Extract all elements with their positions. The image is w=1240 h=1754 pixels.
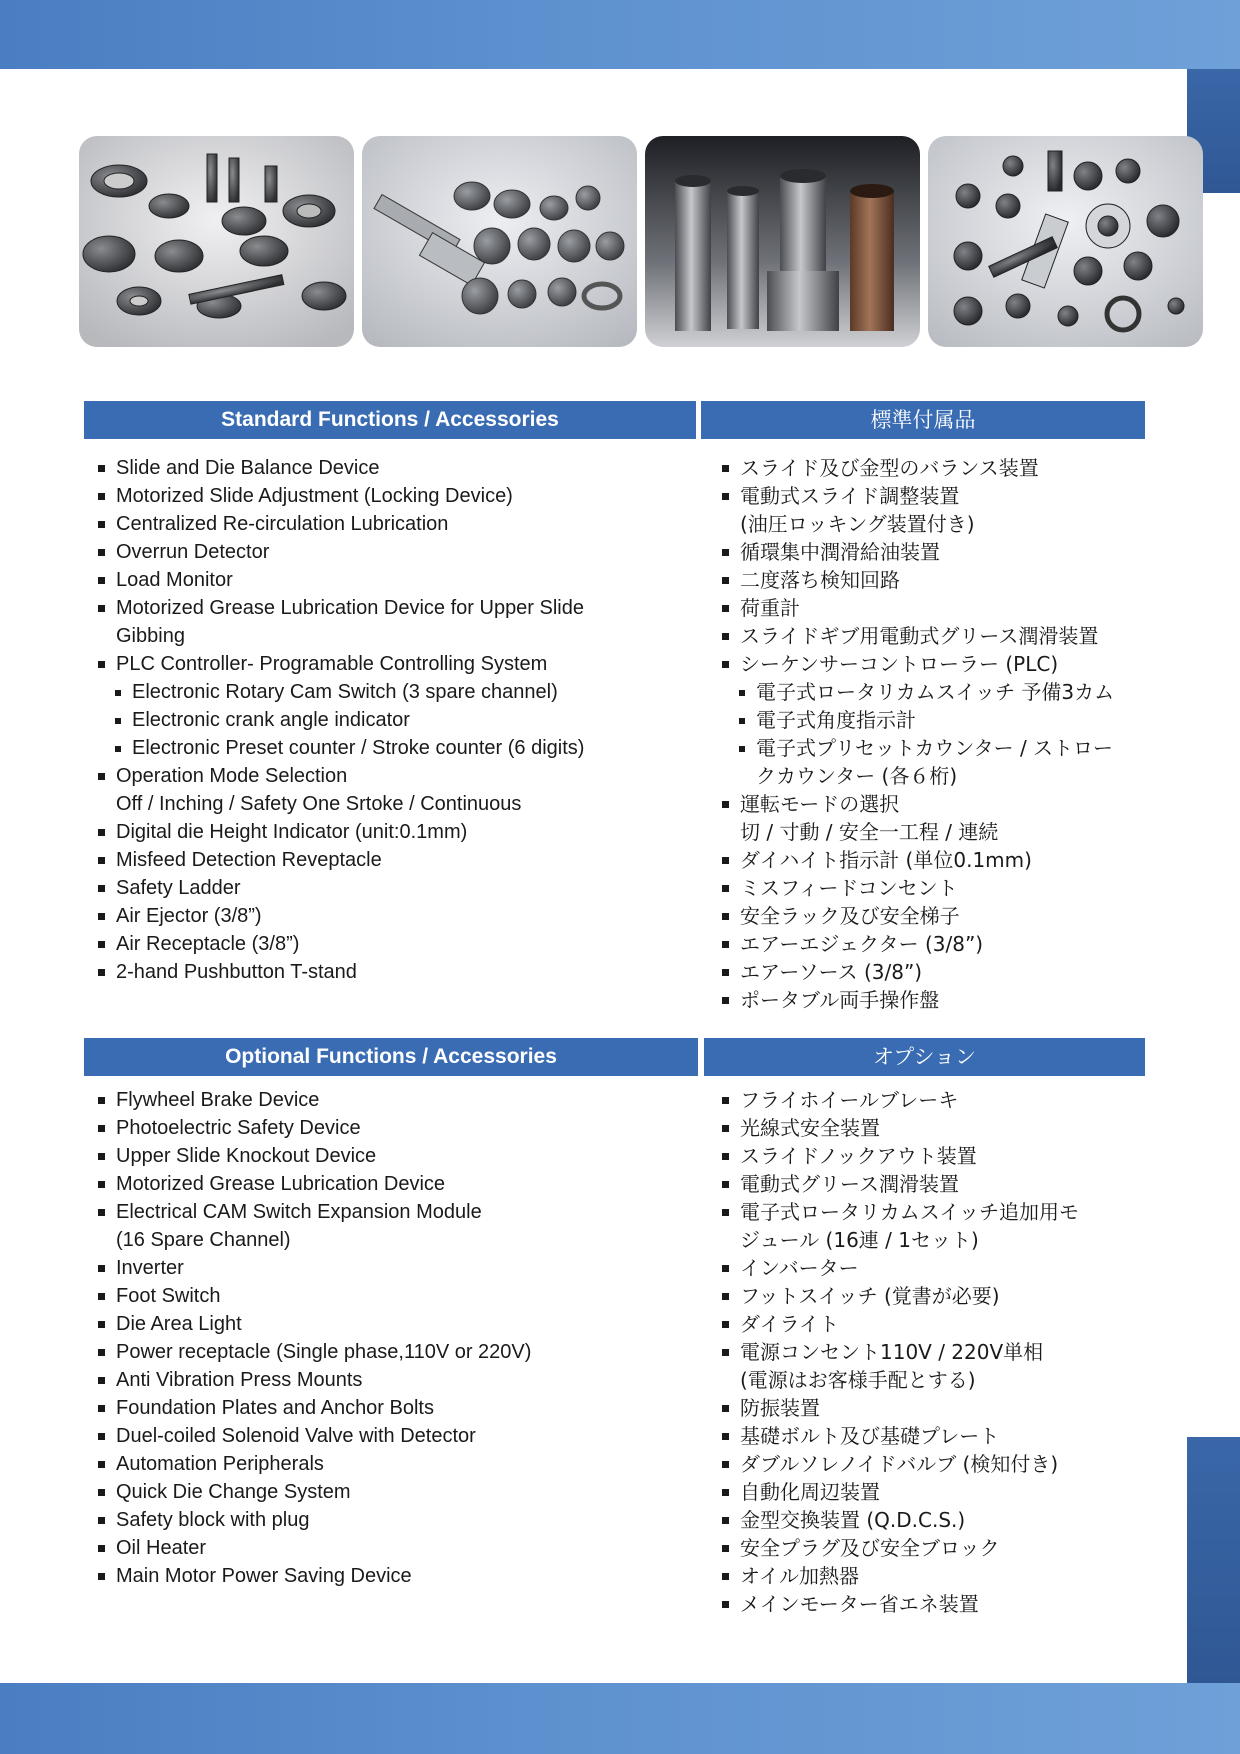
- list-item: [98, 510, 698, 538]
- list-item-text: Anti Vibration Press Mounts: [116, 1369, 363, 1391]
- list-item-text: Automation Peripherals: [116, 1453, 324, 1475]
- list-item-continuation: (電源はお客様手配とする): [740, 1368, 976, 1392]
- list-item: [722, 1562, 1152, 1590]
- list-item-text: Load Monitor: [116, 569, 233, 591]
- list-item-text: Electrical CAM Switch Expansion Module: [116, 1201, 482, 1223]
- list-item-text: Misfeed Detection Reveptacle: [116, 849, 382, 871]
- list-item: [722, 482, 1152, 538]
- bottom-band: [0, 1683, 1240, 1754]
- list-item-text: 電動式スライド調整装置: [740, 484, 960, 508]
- list-item: [98, 1170, 698, 1198]
- list-item-text: スライドノックアウト装置: [740, 1144, 977, 1168]
- list-item-text: 安全プラグ及び安全ブロック: [740, 1536, 1000, 1560]
- list-item-text: Digital die Height Indicator (unit:0.1mm): [116, 821, 468, 843]
- list-item-text: Duel-coiled Solenoid Valve with Detector: [116, 1425, 476, 1447]
- list-item-text: Flywheel Brake Device: [116, 1089, 320, 1111]
- standard-list-jp: [722, 454, 1152, 1014]
- list-item-text: エアーソース (3/8”): [740, 960, 923, 984]
- list-item-continuation: Off / Inching / Safety One Srtoke / Continuous: [116, 793, 522, 815]
- list-item: [722, 650, 1152, 678]
- list-item: [722, 454, 1152, 482]
- list-item-text: シーケンサーコントローラー (PLC): [740, 652, 1059, 676]
- list-item-text: Electronic Preset counter / Stroke counter (6 digits): [132, 737, 585, 759]
- list-item-continuation: (16 Spare Channel): [116, 1229, 291, 1251]
- list-item: [722, 1142, 1152, 1170]
- list-item: [98, 1338, 698, 1366]
- list-item: [722, 538, 1152, 566]
- list-item: [98, 1114, 698, 1142]
- right-edge-tab-bottom: [1187, 1437, 1240, 1683]
- list-item: [98, 1478, 698, 1506]
- list-item: [722, 1114, 1152, 1142]
- list-item: [98, 1366, 698, 1394]
- list-item-continuation: クカウンター (各６桁): [756, 764, 958, 788]
- standard-header-jp: 標準付属品: [701, 401, 1145, 439]
- list-item: [722, 1422, 1152, 1450]
- list-item-continuation: 切 / 寸動 / 安全一工程 / 連続: [740, 820, 999, 844]
- list-item-text: 荷重計: [740, 596, 800, 620]
- list-item-text: エアーエジェクター (3/8”): [740, 932, 984, 956]
- list-item-text: 自動化周辺装置: [740, 1480, 880, 1504]
- list-item: [98, 958, 698, 986]
- list-item-text: ミスフィードコンセント: [740, 876, 958, 900]
- list-item-text: インバーター: [740, 1256, 859, 1280]
- list-item-text: Air Receptacle (3/8”): [116, 933, 300, 955]
- list-item-continuation: Gibbing: [116, 625, 185, 647]
- list-item: [98, 482, 698, 510]
- list-item-text: スライドギブ用電動式グリース潤滑装置: [740, 624, 1099, 648]
- list-item: [98, 874, 698, 902]
- standard-list-en: [98, 454, 698, 986]
- list-item-text: 電源コンセント110V / 220V単相: [740, 1340, 1044, 1364]
- list-item: [722, 1534, 1152, 1562]
- list-item: [98, 762, 698, 818]
- list-item: [722, 594, 1152, 622]
- optional-list-en: [98, 1086, 698, 1590]
- list-item-text: Foundation Plates and Anchor Bolts: [116, 1397, 434, 1419]
- list-item-text: Electronic crank angle indicator: [132, 709, 410, 731]
- list-item-text: Air Ejector (3/8”): [116, 905, 262, 927]
- list-item: [98, 650, 698, 678]
- list-item: [98, 706, 698, 734]
- product-photo-gears: [79, 136, 354, 347]
- list-item: [722, 930, 1152, 958]
- list-item: [722, 958, 1152, 986]
- list-item: [722, 566, 1152, 594]
- list-item-text: 金型交換装置 (Q.D.C.S.): [740, 1508, 966, 1532]
- list-item-continuation: ジュール (16連 / 1セット): [740, 1228, 979, 1252]
- list-item-text: Overrun Detector: [116, 541, 270, 563]
- list-item: [98, 1086, 698, 1114]
- list-item: [98, 1562, 698, 1590]
- list-item-text: 電子式角度指示計: [756, 708, 916, 732]
- list-item-text: 電子式ロータリカムスイッチ追加用モ: [740, 1200, 1079, 1224]
- list-item: [722, 1170, 1152, 1198]
- list-item-text: PLC Controller- Programable Controlling System: [116, 653, 548, 675]
- list-item: [98, 1254, 698, 1282]
- list-item-text: ポータブル両手操作盤: [740, 988, 940, 1012]
- list-item-text: Main Motor Power Saving Device: [116, 1565, 412, 1587]
- list-item: [722, 1310, 1152, 1338]
- list-item-text: フットスイッチ (覚書が必要): [740, 1284, 1000, 1308]
- list-item-text: オイル加熱器: [740, 1564, 859, 1588]
- list-item-text: 基礎ボルト及び基礎プレート: [740, 1424, 1000, 1448]
- list-item: [722, 706, 1152, 734]
- list-item: [98, 1310, 698, 1338]
- list-item-text: Centralized Re-circulation Lubrication: [116, 513, 449, 535]
- list-item-text: Die Area Light: [116, 1313, 242, 1335]
- list-item: [98, 902, 698, 930]
- list-item-text: メインモーター省エネ装置: [740, 1592, 979, 1616]
- list-item-text: ダイライト: [740, 1312, 839, 1336]
- list-item-text: 電子式プリセットカウンター / ストロー: [756, 736, 1114, 760]
- optional-header-jp: オプション: [704, 1038, 1145, 1076]
- list-item: [722, 1254, 1152, 1282]
- list-item-text: ダイハイト指示計 (単位0.1mm): [740, 848, 1032, 872]
- list-item-text: 光線式安全装置: [740, 1116, 880, 1140]
- list-item-text: Safety Ladder: [116, 877, 241, 899]
- list-item: [98, 454, 698, 482]
- list-item-text: Motorized Grease Lubrication Device for Upper Slide: [116, 597, 584, 619]
- product-photo-sleeves: [645, 136, 920, 347]
- list-item: [98, 1282, 698, 1310]
- list-item-text: 循環集中潤滑給油装置: [740, 540, 940, 564]
- list-item: [722, 1506, 1152, 1534]
- list-item-text: 安全ラック及び安全梯子: [740, 904, 960, 928]
- list-item-text: 電動式グリース潤滑装置: [740, 1172, 959, 1196]
- list-item: [98, 1394, 698, 1422]
- list-item-text: Motorized Grease Lubrication Device: [116, 1173, 446, 1195]
- list-item: [722, 1198, 1152, 1254]
- list-item-text: 二度落ち検知回路: [740, 568, 900, 592]
- list-item-text: 運転モードの選択: [740, 792, 900, 816]
- list-item: [722, 1590, 1152, 1618]
- list-item: [722, 790, 1152, 846]
- list-item-text: Photoelectric Safety Device: [116, 1117, 361, 1139]
- list-item-text: Safety block with plug: [116, 1509, 310, 1531]
- list-item-text: Power receptacle (Single phase,110V or 220V): [116, 1341, 532, 1363]
- list-item: [98, 734, 698, 762]
- list-item: [722, 1338, 1152, 1394]
- product-photo-bevel-gears: [362, 136, 637, 347]
- list-item-text: Slide and Die Balance Device: [116, 457, 380, 479]
- list-item-text: 防振装置: [740, 1396, 820, 1420]
- list-item: [98, 1450, 698, 1478]
- list-item: [722, 846, 1152, 874]
- optional-header-en: Optional Functions / Accessories: [84, 1038, 698, 1076]
- optional-list-jp: [722, 1086, 1152, 1618]
- list-item-text: Quick Die Change System: [116, 1481, 351, 1503]
- list-item-text: フライホイールブレーキ: [740, 1088, 959, 1112]
- list-item: [722, 678, 1152, 706]
- list-item: [722, 986, 1152, 1014]
- list-item: [722, 1450, 1152, 1478]
- list-item: [98, 930, 698, 958]
- list-item: [98, 538, 698, 566]
- list-item: [722, 734, 1152, 790]
- list-item-text: 2-hand Pushbutton T-stand: [116, 961, 357, 983]
- standard-header-en: Standard Functions / Accessories: [84, 401, 696, 439]
- list-item: [98, 846, 698, 874]
- list-item: [98, 1506, 698, 1534]
- list-item: [722, 874, 1152, 902]
- list-item: [722, 1478, 1152, 1506]
- list-item-text: Upper Slide Knockout Device: [116, 1145, 377, 1167]
- product-photo-strip: [79, 136, 1139, 347]
- list-item-text: スライド及び金型のバランス装置: [740, 456, 1039, 480]
- list-item: [98, 566, 698, 594]
- list-item: [98, 818, 698, 846]
- list-item: [98, 1142, 698, 1170]
- list-item-text: ダブルソレノイドバルブ (検知付き): [740, 1452, 1059, 1476]
- list-item: [98, 1422, 698, 1450]
- list-item-continuation: (油圧ロッキング装置付き): [740, 512, 975, 536]
- list-item-text: Electronic Rotary Cam Switch (3 spare channel): [132, 681, 558, 703]
- list-item: [722, 1394, 1152, 1422]
- list-item-text: Foot Switch: [116, 1285, 221, 1307]
- list-item: [98, 678, 698, 706]
- list-item: [98, 594, 698, 650]
- list-item: [98, 1198, 698, 1254]
- list-item-text: Motorized Slide Adjustment (Locking Device): [116, 485, 513, 507]
- list-item: [722, 1086, 1152, 1114]
- list-item: [722, 902, 1152, 930]
- list-item: [722, 1282, 1152, 1310]
- top-band: [0, 0, 1240, 69]
- list-item: [98, 1534, 698, 1562]
- list-item-text: Oil Heater: [116, 1537, 207, 1559]
- product-photo-small-parts: [928, 136, 1203, 347]
- list-item-text: Operation Mode Selection: [116, 765, 348, 787]
- list-item: [722, 622, 1152, 650]
- list-item-text: Inverter: [116, 1257, 184, 1279]
- list-item-text: 電子式ロータリカムスイッチ 予備3カム: [756, 680, 1115, 704]
